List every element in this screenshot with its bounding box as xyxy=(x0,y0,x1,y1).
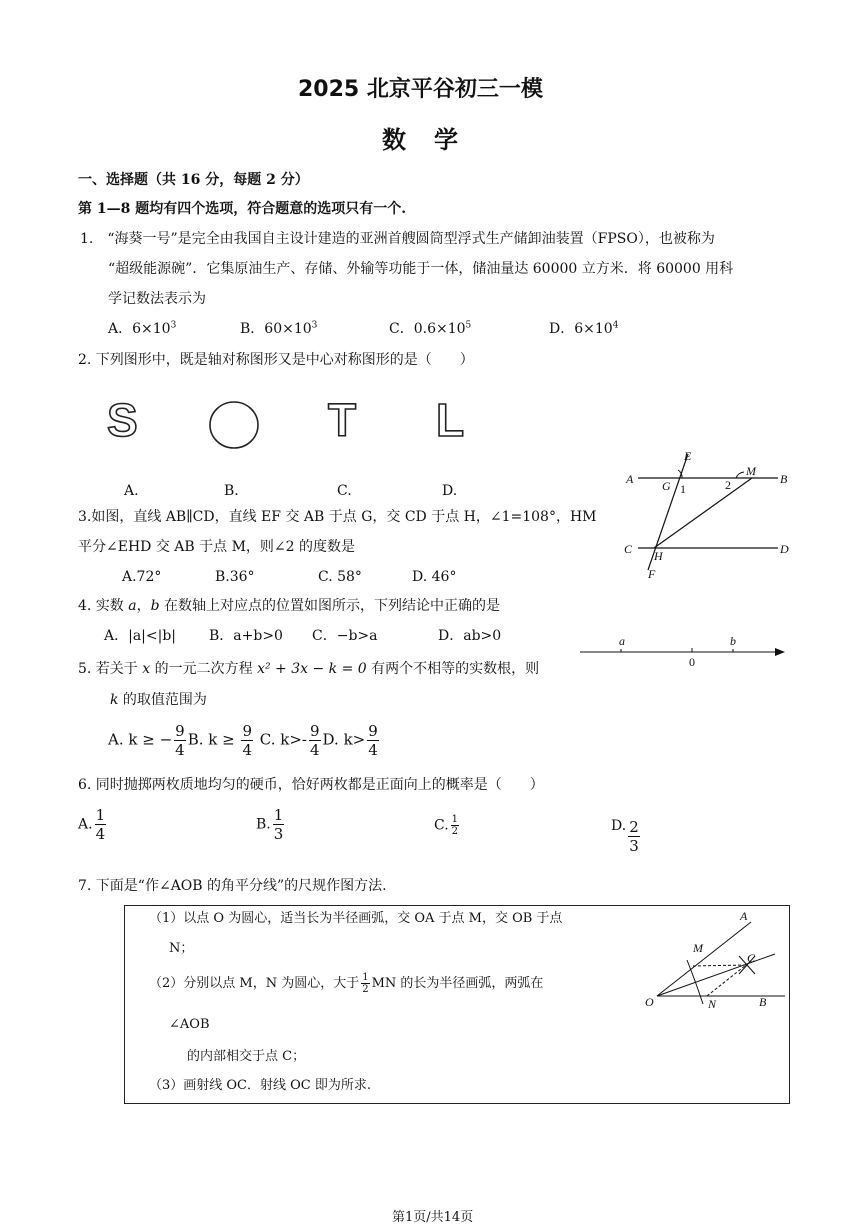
option-fraction xyxy=(273,806,285,843)
q7-construction-box xyxy=(124,905,790,1104)
q5-option-b-fraction xyxy=(241,722,253,759)
label-A: A xyxy=(626,472,634,486)
page-title: 2025 北京平谷初三一模 xyxy=(298,77,543,102)
option-label: C. xyxy=(434,817,449,834)
label-B: B xyxy=(780,472,788,486)
q7-half-fraction xyxy=(361,972,369,995)
label-angle-1: 1 xyxy=(680,482,686,496)
q3-option-a: A.72° xyxy=(122,569,162,585)
q5-stem-pre: 5. 若关于 xyxy=(78,661,143,677)
option-value: 0.6×10 xyxy=(413,321,466,337)
number-line xyxy=(575,632,790,672)
q6-option-c xyxy=(434,814,461,837)
q6-option-d xyxy=(611,818,642,855)
q3-option-c: C. 58° xyxy=(318,569,362,585)
q5-option-d-fraction xyxy=(367,722,379,759)
q5-stem xyxy=(78,659,539,679)
label-G: G xyxy=(662,479,671,493)
fig-label-B: B xyxy=(759,995,767,1009)
denominator: 3 xyxy=(273,825,284,843)
option-label: C． xyxy=(389,321,414,337)
numerator: 1 xyxy=(362,972,369,983)
q1-line2: “超级能源碗”．它集原油生产、存储、外输等功能于一体，储油量达 60000 立方米．将 60000 用科 xyxy=(108,261,734,277)
q5-line2-text: 的取值范围为 xyxy=(118,692,207,708)
q7-step2b: ∠AOB xyxy=(169,1017,210,1032)
denominator: 2 xyxy=(451,826,459,837)
q7-step1a: （1）以点 O 为圆心，适当长为半径画弧，交 OA 于点 M，交 OB 于点 xyxy=(149,911,563,926)
denominator: 4 xyxy=(175,741,185,759)
q5-option-d-label: D. k> xyxy=(322,730,366,749)
option-fraction xyxy=(95,806,107,843)
numerator: 1 xyxy=(95,806,106,824)
q4-option-a: A．|a|<|b| xyxy=(104,628,177,644)
numerator: 9 xyxy=(242,722,252,740)
label-D: D xyxy=(780,542,789,556)
q7-figure xyxy=(635,908,790,1013)
q5-option-c-label: C. k>- xyxy=(259,730,307,749)
option-fraction xyxy=(628,818,640,855)
q2-option-c: C. xyxy=(337,483,352,499)
denominator: 3 xyxy=(629,837,639,855)
figure-circle xyxy=(206,400,262,450)
q7-step2a-pre: （2）分别以点 M，N 为圆心，大于 xyxy=(149,976,360,991)
fig-label-N: N xyxy=(708,997,717,1011)
q3-line1: 3.如图，直线 AB∥CD，直线 EF 交 AB 于点 G，交 CD 于点 H，∠1=108°，HM xyxy=(78,509,597,525)
denominator: 4 xyxy=(95,825,106,843)
q7-step1b: N； xyxy=(169,941,194,956)
figure-letter-s: S xyxy=(107,394,138,446)
label-F: F xyxy=(648,567,656,581)
q5-var-x: x xyxy=(142,661,151,677)
q7-step2a-post: MN 的长为半径画弧，两弧在 xyxy=(371,976,544,991)
option-exponent: 3 xyxy=(311,320,318,331)
q6-option-a xyxy=(78,806,108,843)
section-heading: 一、选择题（共 16 分，每题 2 分） xyxy=(78,172,309,188)
q5-var-k: k xyxy=(110,692,119,708)
option-label: D. xyxy=(611,818,627,834)
denominator: 2 xyxy=(362,984,369,995)
numerator: 9 xyxy=(175,722,185,740)
section-instruction: 第 1—8 题均有四个选项，符合题意的选项只有一个. xyxy=(78,201,407,217)
q2-stem: 2. 下列图形中，既是轴对称图形又是中心对称图形的是（ ） xyxy=(78,352,474,368)
q3-option-d: D. 46° xyxy=(412,569,457,585)
q2-option-d: D. xyxy=(442,483,458,499)
q7-stem: 7. 下面是“作∠AOB 的角平分线”的尺规作图方法. xyxy=(78,878,387,894)
q4-stem-pre: 4. 实数 xyxy=(78,598,129,614)
q3-line2: 平分∠EHD 交 AB 于点 M，则∠2 的度数是 xyxy=(78,539,356,555)
fig-label-M: M xyxy=(693,941,703,955)
fig-label-C: C xyxy=(747,951,756,965)
axis-label-b: b xyxy=(730,634,736,648)
option-fraction xyxy=(451,814,459,837)
q5-line2 xyxy=(110,690,207,710)
q5-stem-post: 有两个不相等的实数根，则 xyxy=(366,661,540,677)
q7-step2a xyxy=(149,972,543,995)
fig-label-O: O xyxy=(645,995,654,1009)
q4-option-c: C．−b>a xyxy=(312,628,378,644)
q4-comma: ， xyxy=(136,598,151,614)
q1-line1: 1. “海葵一号”是完全由我国自主设计建造的亚洲首艘圆筒型浮式生产储卸油装置（FPSO），也被称为 xyxy=(80,231,715,247)
axis-label-zero: 0 xyxy=(689,655,695,669)
numerator: 1 xyxy=(451,814,459,825)
option-label: A． xyxy=(108,321,133,337)
q3-figure xyxy=(620,448,795,583)
option-value: 6×10 xyxy=(132,321,171,337)
option-label: A. xyxy=(78,816,93,833)
q3-option-b: B.36° xyxy=(215,569,255,585)
q4-var-a: a xyxy=(128,598,137,614)
page-number: 第1页/共14页 xyxy=(392,1210,474,1225)
q5-option-b-label: B. k ≥ xyxy=(187,730,240,749)
option-label: D． xyxy=(549,321,575,337)
q6-option-b xyxy=(256,806,286,843)
denominator: 4 xyxy=(368,741,378,759)
option-label: B. xyxy=(256,816,271,833)
denominator: 4 xyxy=(310,741,320,759)
option-exponent: 3 xyxy=(170,320,177,331)
option-value: 60×10 xyxy=(264,321,312,337)
numerator: 9 xyxy=(310,722,320,740)
figure-letter-t: T xyxy=(328,394,357,446)
q4-stem-post: 在数轴上对应点的位置如图所示，下列结论中正确的是 xyxy=(159,598,501,614)
q5-option-c-fraction xyxy=(309,722,321,759)
option-label: B． xyxy=(240,321,265,337)
q6-stem: 6. 同时抛掷两枚质地均匀的硬币，恰好两枚都是正面向上的概率是（ ） xyxy=(78,777,544,793)
q1-option-c xyxy=(389,319,471,339)
q5-options xyxy=(108,722,381,759)
axis-label-a: a xyxy=(619,634,625,648)
q5-option-a-label: A. k ≥ − xyxy=(108,730,173,749)
label-E: E xyxy=(684,449,692,463)
q7-step2c: 的内部相交于点 C； xyxy=(187,1049,306,1064)
label-M: M xyxy=(746,464,756,478)
q4-stem xyxy=(78,596,500,616)
q5-option-a-fraction xyxy=(174,722,186,759)
label-H: H xyxy=(654,549,663,563)
q2-option-a: A. xyxy=(124,483,139,499)
numerator: 9 xyxy=(368,722,378,740)
figure-letter-l: L xyxy=(436,394,465,446)
option-exponent: 4 xyxy=(612,320,619,331)
option-value: 6×10 xyxy=(574,321,613,337)
label-C: C xyxy=(624,542,633,556)
q7-step3: （3）画射线 OC．射线 OC 即为所求. xyxy=(149,1078,372,1093)
q1-option-d xyxy=(549,319,618,339)
numerator: 2 xyxy=(629,818,639,836)
fig-label-A: A xyxy=(740,909,748,923)
q2-option-b: B. xyxy=(224,483,239,499)
option-exponent: 5 xyxy=(465,320,472,331)
q4-option-d: D．ab>0 xyxy=(438,628,502,644)
denominator: 4 xyxy=(242,741,252,759)
q4-option-b: B．a+b>0 xyxy=(209,628,283,644)
q5-stem-mid: 的一元二次方程 xyxy=(150,661,258,677)
subject-title: 数 学 xyxy=(382,126,460,154)
q1-option-b xyxy=(240,319,317,339)
q1-line3: 学记数法表示为 xyxy=(108,291,206,307)
q4-var-b: b xyxy=(150,598,160,614)
q5-equation: x² + 3x − k = 0 xyxy=(257,661,367,677)
label-angle-2: 2 xyxy=(725,478,731,492)
numerator: 1 xyxy=(273,806,284,824)
q1-option-a xyxy=(108,319,176,339)
